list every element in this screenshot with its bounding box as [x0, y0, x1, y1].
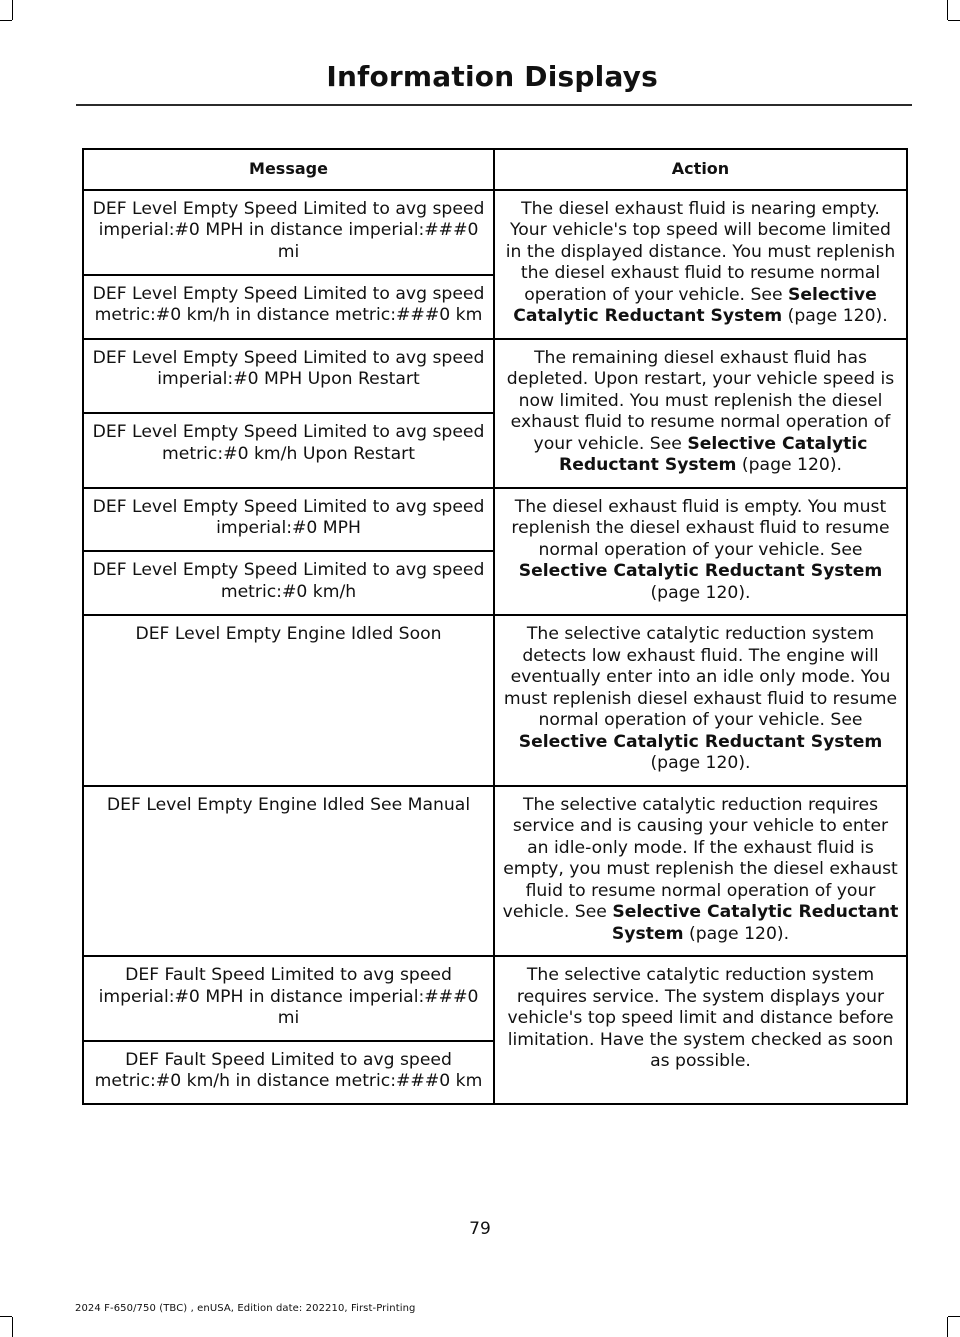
action-cell	[494, 615, 907, 786]
action-text: The selective catalytic reduction system detects low exhaust fluid. The engine will eventually enter into an idle only mode. You must replenish diesel exhaust fluid to resume normal operation of your vehicle. See	[503, 624, 898, 730]
action-cell	[494, 339, 907, 488]
message-cell: DEF Level Empty Engine Idled Soon	[83, 615, 494, 786]
table-row	[83, 615, 907, 786]
message-cell: DEF Level Empty Speed Limited to avg speed metric:#0 km/h Upon Restart	[83, 413, 494, 488]
message-cell: DEF Level Empty Speed Limited to avg speed metric:#0 km/h in distance metric:###0 km	[83, 275, 494, 339]
table-row	[83, 786, 907, 957]
cross-reference-link[interactable]: Selective Catalytic Reductant System	[558, 433, 868, 475]
crop-mark-bottom-right	[948, 1316, 960, 1317]
page-reference: (page 120).	[782, 306, 888, 326]
cross-reference-link[interactable]: Selective Catalytic Reductant System	[518, 731, 883, 752]
column-header-action: Action	[494, 149, 907, 190]
table-row	[83, 488, 907, 552]
column-header-message: Message	[83, 149, 494, 190]
message-cell: DEF Level Empty Speed Limited to avg speed metric:#0 km/h	[83, 551, 494, 615]
action-cell	[494, 956, 907, 1104]
page-reference: (page 120).	[736, 455, 842, 475]
message-cell: DEF Level Empty Engine Idled See Manual	[83, 786, 494, 957]
page-title: Information Displays	[326, 60, 658, 93]
message-cell: DEF Level Empty Speed Limited to avg speed imperial:#0 MPH in distance imperial:###0 mi	[83, 190, 494, 275]
action-text: The diesel exhaust fluid is empty. You must replenish the diesel exhaust fluid to resume normal operation of your vehicle. See	[511, 496, 890, 560]
crop-mark-top-left	[12, 0, 13, 20]
message-cell: DEF Level Empty Speed Limited to avg speed imperial:#0 MPH Upon Restart	[83, 339, 494, 414]
action-cell	[494, 190, 907, 339]
edition-footer: 2024 F-650/750 (TBC) , enUSA, Edition date: 202210, First-Printing	[75, 1303, 416, 1314]
cross-reference-link[interactable]: Selective Catalytic Reductant System	[513, 284, 877, 326]
cross-reference-link[interactable]: Selective Catalytic Reductant System	[518, 561, 883, 581]
header-divider	[76, 104, 912, 106]
table-row	[83, 956, 907, 1041]
message-cell: DEF Fault Speed Limited to avg speed metric:#0 km/h in distance metric:###0 km	[83, 1041, 494, 1104]
page-reference: (page 120).	[650, 753, 751, 773]
action-text: The selective catalytic reduction requires service and is causing your vehicle to enter an idle-only mode. If the exhaust fluid is empty, you must replenish the diesel exhaust fluid to resume normal operation of your vehicle. See	[502, 794, 898, 922]
action-cell	[494, 786, 907, 957]
page-reference: (page 120).	[683, 923, 790, 944]
table-row	[83, 190, 907, 275]
message-cell: DEF Level Empty Speed Limited to avg speed imperial:#0 MPH	[83, 488, 494, 552]
crop-mark-top-right	[947, 0, 948, 20]
page-number: 79	[469, 1219, 491, 1239]
cross-reference-link[interactable]: Selective Catalytic Reductant System	[611, 902, 899, 944]
crop-mark-top-right	[948, 20, 960, 21]
crop-mark-top-left	[0, 20, 12, 21]
message-cell: DEF Fault Speed Limited to avg speed imperial:#0 MPH in distance imperial:###0 mi	[83, 956, 494, 1041]
action-text: The remaining diesel exhaust fluid has depleted. Upon restart, your vehicle speed is now limited. You must replenish the diesel exhaust fluid to resume normal operation of your vehicle. See	[506, 347, 895, 454]
table-header-row	[83, 149, 907, 190]
crop-mark-bottom-left	[0, 1316, 12, 1317]
action-text: The selective catalytic reduction system requires service. The system displays your vehicle's top speed limit and distance before limitation. Have the system checked as soon as possible.	[507, 965, 894, 1071]
crop-mark-bottom-right	[947, 1317, 948, 1337]
crop-mark-bottom-left	[12, 1317, 13, 1337]
table-body	[83, 190, 907, 1104]
table-row	[83, 339, 907, 414]
action-cell	[494, 488, 907, 616]
message-action-table	[82, 148, 908, 1105]
page-reference: (page 120).	[650, 582, 751, 603]
action-text: The diesel exhaust fluid is nearing empty. Your vehicle's top speed will become limited in the displayed distance. You must replenish the diesel exhaust fluid to resume normal operation of your vehicle. See	[505, 198, 896, 305]
